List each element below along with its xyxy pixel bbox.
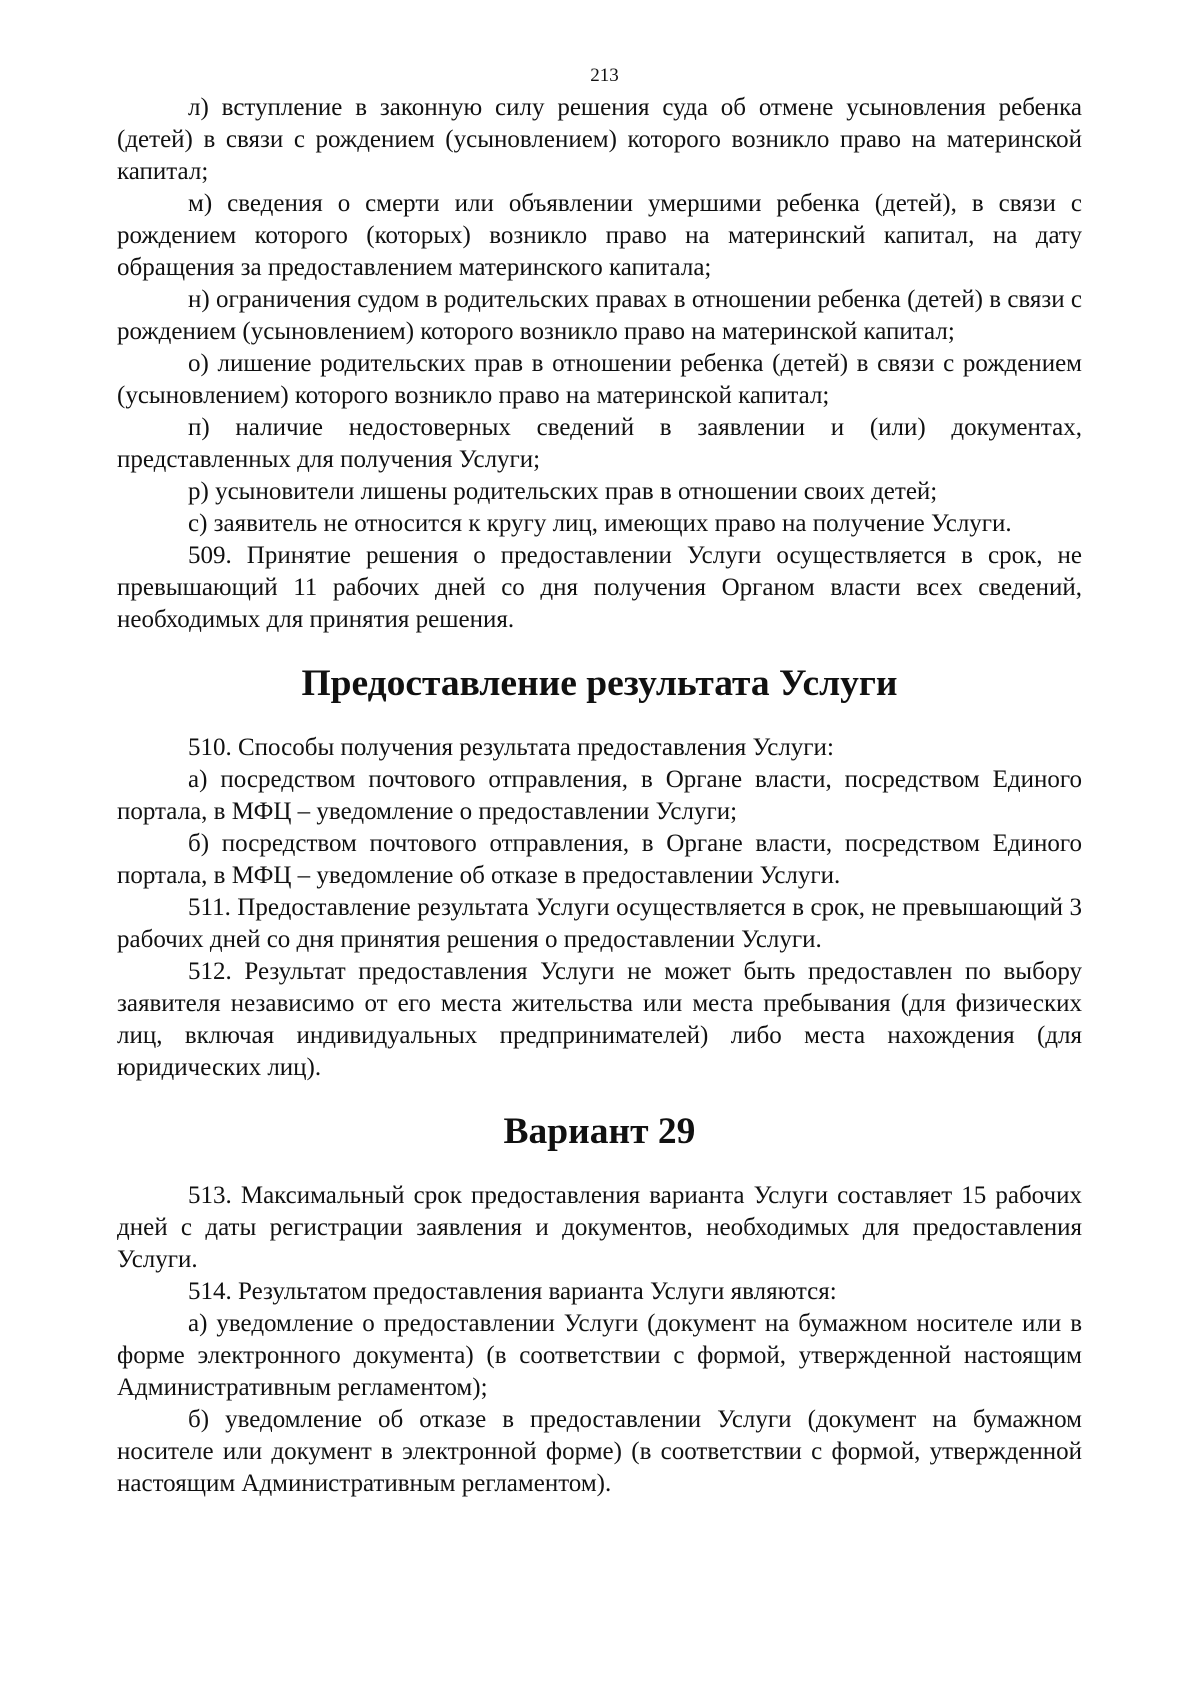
- document-page: [117, 64, 1082, 1500]
- list-item-s: с) заявитель не относится к кругу лиц, имеющих право на получение Услуги.: [188, 510, 1012, 537]
- clause-510: 510. Способы получения результата предоставления Услуги:: [188, 734, 834, 761]
- list-item-l: л) вступление в законную силу решения суда об отмене усыновления ребенка (детей) в связи с рождением (усыновлением) которого возникло право на материнской капитал;: [117, 94, 1082, 185]
- result-item-a: а) уведомление о предоставлении Услуги (документ на бумажном носителе или в форме электронного документа) (в соответствии с формой, утвержденной настоящим Административным регламентом);: [117, 1310, 1082, 1401]
- clause-512: 512. Результат предоставления Услуги не может быть предоставлен по выбору заявителя независимо от его места жительства или места пребывания (для физических лиц, включая индивидуальных предпринимателей) либо места нахождения (для юридических лиц).: [117, 958, 1082, 1081]
- page-number: 213: [590, 65, 619, 86]
- clause-514: 514. Результатом предоставления варианта Услуги являются:: [188, 1278, 837, 1305]
- section-heading-result: Предоставление результата Услуги: [301, 663, 898, 704]
- section-heading-variant-29: Вариант 29: [503, 1111, 696, 1152]
- list-item-m: м) сведения о смерти или объявлении умершими ребенка (детей), в связи с рождением которого (которых) возникло право на материнский капитал, на дату обращения за предоставлением материнского капитала;: [117, 190, 1082, 281]
- list-item-a: а) посредством почтового отправления, в Органе власти, посредством Единого портала, в МФЦ – уведомление о предоставлении Услуги;: [117, 766, 1082, 825]
- list-item-r: р) усыновители лишены родительских прав в отношении своих детей;: [188, 478, 938, 505]
- list-item-n: н) ограничения судом в родительских правах в отношении ребенка (детей) в связи с рождением (усыновлением) которого возникло право на материнской капитал;: [117, 286, 1082, 345]
- result-item-b: б) уведомление об отказе в предоставлении Услуги (документ на бумажном носителе или документ в электронной форме) (в соответствии с формой, утвержденной настоящим Административным регламентом).: [117, 1406, 1082, 1497]
- clause-511: 511. Предоставление результата Услуги осуществляется в срок, не превышающий 3 рабочих дней со дня принятия решения о предоставлении Услуги.: [117, 894, 1082, 953]
- list-item-p: п) наличие недостоверных сведений в заявлении и (или) документах, представленных для получения Услуги;: [117, 414, 1082, 473]
- clause-513: 513. Максимальный срок предоставления варианта Услуги составляет 15 рабочих дней с даты регистрации заявления и документов, необходимых для предоставления Услуги.: [117, 1182, 1082, 1273]
- list-item-b: б) посредством почтового отправления, в Органе власти, посредством Единого портала, в МФЦ – уведомление об отказе в предоставлении Услуги.: [117, 830, 1082, 889]
- clause-509: 509. Принятие решения о предоставлении Услуги осуществляется в срок, не превышающий 11 рабочих дней со дня получения Органом власти всех сведений, необходимых для принятия решения.: [117, 542, 1082, 633]
- list-item-o: о) лишение родительских прав в отношении ребенка (детей) в связи с рождением (усыновлением) которого возникло право на материнской капитал;: [117, 350, 1082, 409]
